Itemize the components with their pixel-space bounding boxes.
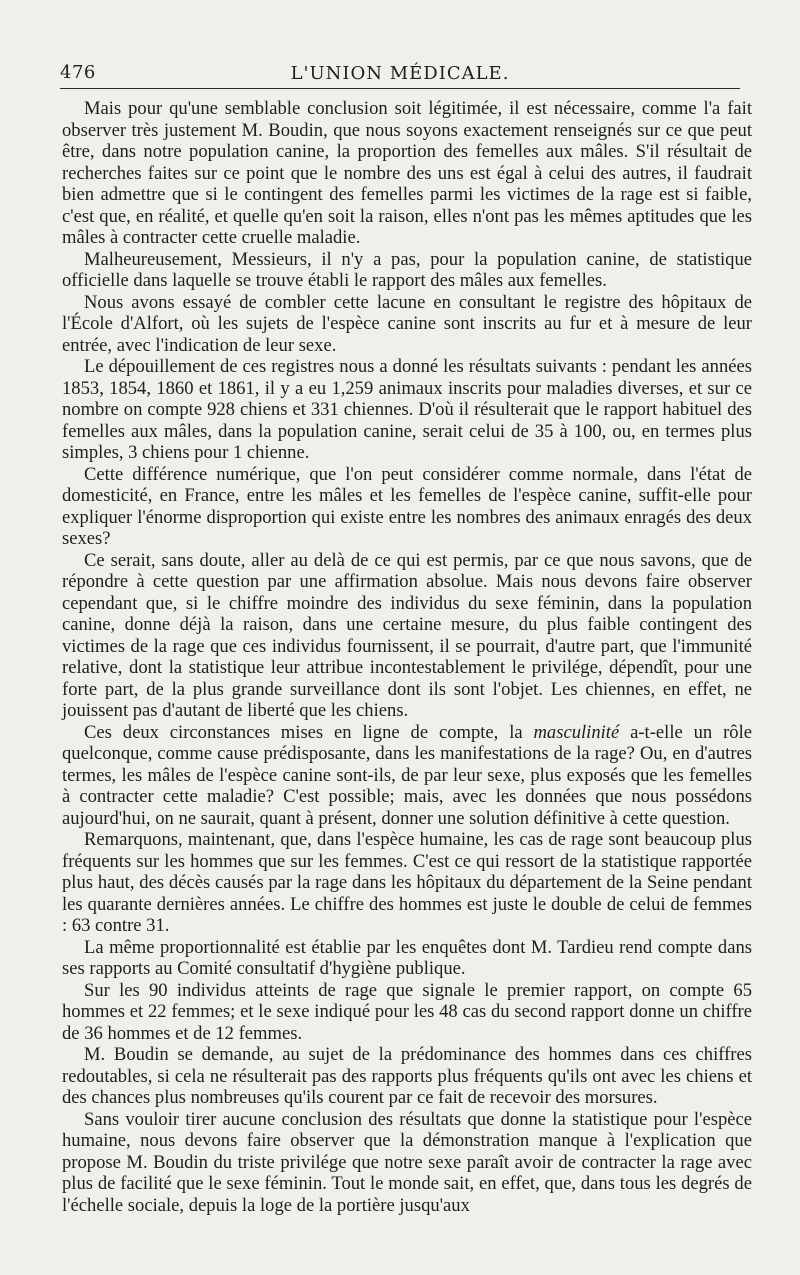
paragraph: M. Boudin se demande, au sujet de la prédominance des hommes dans ces chiffres redoutables, si cela ne résulterait pas des rapports plus fréquents qu'ils ont avec les chiens et des chances plus nombreuses qu'ils courent par ce fait de recevoir des morsures.	[62, 1044, 752, 1108]
paragraph: Ce serait, sans doute, aller au delà de ce qui est permis, par ce que nous savons, que de répondre à cette question par une affirmation absolue. Mais nous devons faire observer cependant que, si le chiffre moindre des individus du sexe féminin, dans la population canine, donne déjà la raison, dans une certaine mesure, du plus faible contingent des victimes de la rage que ces individus fournissent, il se pourrait, d'autre part, que l'immunité relative, dont la statistique leur attribue incontestablement le privilége, dépendît, pour une forte part, de la plus grande surveillance dont ils sont l'objet. Les chiennes, en effet, ne jouissent pas d'autant de liberté que les chiens.	[62, 549, 752, 721]
paragraph	[62, 722, 752, 830]
paragraph: Mais pour qu'une semblable conclusion soit légitimée, il est nécessaire, comme l'a fait observer très justement M. Boudin, que nous soyons exactement renseignés sur ce que peut être, dans notre population canine, la proportion des femelles aux mâles. S'il résultait de recherches faites sur ce point que le nombre des uns est égal à celui des autres, il faudrait bien admettre que si le contingent des femelles parmi les victimes de la rage est si faible, c'est que, en réalité, et quelle qu'en soit la raison, elles n'ont pas les mêmes aptitudes que les mâles à contracter cette cruelle maladie.	[62, 98, 752, 248]
paragraph-text: a-t-elle un rôle quelconque, comme cause prédisposante, dans les manifestations de la rage? Ou, en d'autres termes, les mâles de l'espèce canine sont-ils, de par leur sexe, plus exposés que les femelles à contracter cette maladie? C'est possible; mais, avec les données que nous possédons aujourd'hui, on ne saurait, quant à présent, donner une solution définitive à cette question.	[62, 721, 753, 829]
emphasized-term: masculinité	[533, 721, 620, 743]
paragraph: Sur les 90 individus atteints de rage que signale le premier rapport, on compte 65 hommes et 22 femmes; et le sexe indiqué pour les 48 cas du second rapport donne un chiffre de 36 hommes et de 12 femmes.	[62, 979, 752, 1044]
paragraph: Le dépouillement de ces registres nous a donné les résultats suivants : pendant les années 1853, 1854, 1860 et 1861, il y a eu 1,259 animaux inscrits pour maladies diverses, et sur ce nombre on compte 928 chiens et 331 chiennes. D'où il résulterait que le rapport habituel des femelles aux mâles, dans la population canine, serait celui de 35 à 100, ou, en termes plus simples, 3 chiens pour 1 chienne.	[62, 356, 752, 463]
page-number: 476	[60, 62, 96, 83]
paragraph-text: Ces deux circonstances mises en ligne de compte, la	[84, 721, 534, 743]
paragraph: Remarquons, maintenant, que, dans l'espèce humaine, les cas de rage sont beaucoup plus fréquents sur les hommes que sur les femmes. C'est ce qui ressort de la statistique rapportée plus haut, des décès causés par la rage dans les hôpitaux du département de la Seine pendant les quarante dernières années. Le chiffre des hommes est juste le double de celui de femmes : 63 contre 31.	[62, 829, 752, 936]
paragraph: Malheureusement, Messieurs, il n'y a pas, pour la population canine, de statistique officielle dans laquelle se trouve établi le rapport des mâles aux femelles.	[62, 248, 752, 291]
paragraph: Cette différence numérique, que l'on peut considérer comme normale, dans l'état de domesticité, en France, entre les mâles et les femelles de l'espèce canine, suffit-elle pour expliquer l'énorme disproportion qui existe entre les nombres des animaux enragés des deux sexes?	[62, 463, 752, 549]
running-title: L'UNION MÉDICALE.	[290, 62, 510, 84]
paragraph: La même proportionnalité est établie par les enquêtes dont M. Tardieu rend compte dans ses rapports au Comité consultatif d'hygiène publique.	[62, 936, 752, 979]
article-body	[62, 98, 752, 1216]
paragraph: Sans vouloir tirer aucune conclusion des résultats que donne la statistique pour l'espèce humaine, nous devons faire observer que la démonstration manque à l'explication que propose M. Boudin du triste privilége que notre sexe paraît avoir de contracter la rage avec plus de facilité que le sexe féminin. Tout le monde sait, en effet, que, dans tous les degrés de l'échelle sociale, depuis la loge de la portière jusqu'aux	[62, 1108, 752, 1216]
page-header	[60, 58, 740, 89]
paragraph: Nous avons essayé de combler cette lacune en consultant le registre des hôpitaux de l'École d'Alfort, où les sujets de l'espèce canine sont inscrits au fur et à mesure de leur entrée, avec l'indication de leur sexe.	[62, 291, 752, 356]
